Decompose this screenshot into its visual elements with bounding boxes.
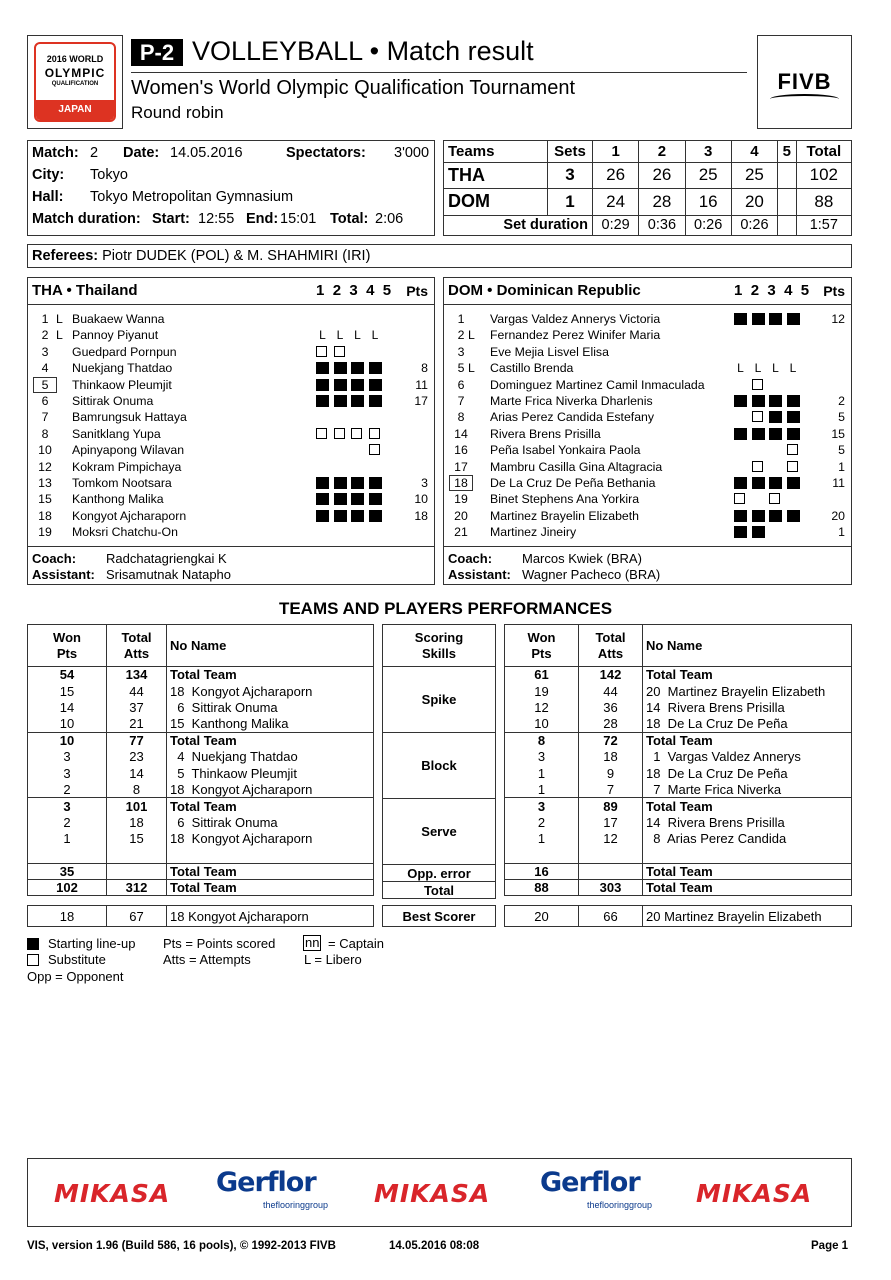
player-number: 18 [38, 508, 52, 523]
player-name: Tomkom Nootsara [72, 476, 172, 490]
player-name: Martinez Brayelin Elizabeth [490, 508, 639, 523]
player-row [28, 360, 434, 376]
player-number: 1 [41, 312, 49, 326]
player-row [444, 426, 851, 442]
tournament-logo: 2016 WORLD OLYMPIC QUALIFICATION JAPAN [27, 35, 123, 129]
perf-row: 19 44 20 Martinez Brayelin Elizabeth [505, 683, 852, 699]
player-name: Nuekjang Thatdao [72, 361, 173, 376]
libero-mark: L [354, 328, 361, 343]
player-points: 1 [838, 525, 845, 540]
player-points: 11 [415, 377, 428, 392]
match-info: Match: 2 Date: 14.05.2016 Spectators: 3'000 City: Tokyo Hall: Tokyo Metropolitan Gymnasium Match duration: Start: 12:55 End: 15:01 Total: 2:06 [27, 140, 435, 236]
substitute-mark [752, 379, 763, 390]
player-row [444, 442, 851, 458]
sets-header: 1 2 3 4 5 [316, 282, 392, 299]
player-row [444, 360, 851, 376]
player-row [444, 524, 851, 540]
starting-lineup-mark [369, 477, 382, 489]
best-scorer-away: 20 66 20 Martinez Brayelin Elizabeth [504, 905, 852, 927]
player-name: Kongyot Ajcharaporn [72, 508, 187, 523]
best-scorer-home: 18 67 18 Kongyot Ajcharaporn [27, 905, 374, 927]
starting-lineup-mark [316, 362, 329, 374]
starting-lineup-mark [752, 526, 765, 538]
player-name: Apinyapong Wilavan [72, 443, 185, 458]
player-points: 12 [831, 312, 845, 326]
gerflor-logo: Gerflor [216, 1167, 316, 1198]
player-name: Rivera Brens Prisilla [490, 426, 601, 441]
substitute-mark [316, 346, 327, 357]
perf-row: 8 72 Total Team [505, 732, 852, 748]
player-name: Peña Isabel Yonkaira Paola [490, 443, 641, 458]
player-number: 6 [457, 377, 465, 392]
mikasa-logo: MIKASA [54, 1179, 171, 1208]
player-number: 8 [457, 410, 465, 425]
mikasa-logo: MIKASA [374, 1179, 491, 1208]
player-number: 8 [41, 426, 49, 441]
starting-lineup-mark [369, 362, 382, 374]
perf-row: 102 312 Total Team [28, 880, 374, 896]
player-name: Sittirak Onuma [72, 394, 154, 408]
starting-lineup-mark [316, 510, 329, 522]
player-name: Kokram Pimpichaya [72, 459, 182, 474]
perf-row: 3 89 Total Team [505, 798, 852, 814]
starting-lineup-mark [369, 395, 382, 407]
perf-row: 10 28 18 De La Cruz De Peña [505, 716, 852, 732]
player-row [444, 327, 851, 343]
perf-row: 15 44 18 Kongyot Ajcharaporn [28, 683, 374, 699]
player-number: 7 [457, 394, 465, 408]
player-row [28, 442, 434, 458]
round-name: Round robin [131, 103, 224, 122]
starting-lineup-mark [369, 510, 382, 522]
libero-flag: L [56, 328, 63, 343]
score-row-home: THA 3 26 26 25 25 102 [444, 162, 852, 188]
substitute-mark [787, 461, 798, 472]
libero-mark: L [772, 361, 779, 376]
perf-home: Won Pts Total Atts No Name 54 134 Total Team 15 44 18 Kongyot Ajcharaporn 14 37 6 Sittirak Onuma 10 21 15 Kanthong Malika 10 77 Total Team 3 23 4 Nuekjang Thatdao 3 14 5 Thinkaow Pleumjit 2 8 18 Kongyot Ajcharaporn 3 101 Total Team 2 18 6 Sittirak Onuma 1 15 18 Kongyot Ajcharaporn 35 Total Team 102 312 Total Team [27, 624, 374, 896]
libero-flag: L [468, 361, 475, 376]
mikasa-logo: MIKASA [696, 1179, 813, 1208]
starting-lineup-mark [316, 493, 329, 505]
player-number: 16 [454, 443, 468, 458]
player-points: 10 [414, 492, 428, 507]
substitute-mark [734, 493, 745, 504]
starting-lineup-mark [351, 395, 364, 407]
player-row [28, 491, 434, 507]
starting-lineup-mark [334, 510, 347, 522]
perf-row: 14 37 6 Sittirak Onuma [28, 699, 374, 715]
libero-mark: L [336, 328, 344, 343]
perf-row: 3 14 5 Thinkaow Pleumjit [28, 765, 374, 781]
player-row [444, 393, 851, 409]
starting-lineup-mark [351, 510, 364, 522]
player-name: Castillo Brenda [490, 361, 574, 376]
perf-row: 2 8 18 Kongyot Ajcharaporn [28, 781, 374, 797]
sponsors-banner: MIKASA Gerflor theflooringgroup MIKASA Gerflor theflooringgroup MIKASA [27, 1158, 852, 1227]
fivb-logo: FIVB [757, 35, 852, 129]
player-name: Buakaew Wanna [72, 312, 165, 326]
starting-lineup-mark [316, 395, 329, 407]
player-number: 19 [38, 525, 52, 540]
player-number: 5 [33, 377, 57, 393]
perf-row: 3 101 Total Team [28, 798, 374, 814]
perf-away: Won Pts Total Atts No Name 61 142 Total Team 19 44 20 Martinez Brayelin Elizabeth 12 36 14 Rivera Brens Prisilla 10 28 18 De La Cruz De Peña 8 72 Total Team 3 18 1 Vargas Valdez Annerys 1 9 18 De La Cruz De Peña 1 7 7 Marte Frica Niverka 3 89 Total Team 2 17 14 Rivera Brens Prisilla 1 12 8 Arias Perez Candida 16 Total Team 88 303 Total Team [504, 624, 852, 896]
starting-lineup-mark [734, 477, 747, 489]
libero-flag: L [468, 328, 475, 343]
player-points: 17 [414, 394, 428, 408]
substitute-mark [351, 428, 362, 439]
player-name: Arias Perez Candida Estefany [490, 410, 655, 425]
starting-lineup-mark [787, 313, 800, 325]
player-row [444, 491, 851, 507]
legend: Starting line-up Substitute Opp = Opponent Pts = Points scored Atts = Attempts nn = Captain L = Libero [27, 935, 385, 984]
substitute-mark [334, 428, 345, 439]
player-name: Vargas Valdez Annerys Victoria [490, 312, 661, 326]
starting-lineup-mark [734, 428, 747, 440]
player-row [28, 508, 434, 524]
starting-lineup-mark [787, 395, 800, 407]
libero-mark: L [319, 328, 326, 343]
starting-lineup-mark [734, 510, 747, 522]
document-code: P-2 [131, 39, 183, 66]
starting-lineup-mark [769, 428, 782, 440]
player-points: 2 [838, 394, 845, 408]
player-name: Guedpard Pornpun [72, 344, 177, 359]
player-number: 6 [41, 394, 49, 408]
starting-lineup-mark [334, 362, 347, 374]
substitute-mark [369, 428, 380, 439]
player-name: Dominguez Martinez Camil Inmaculada [490, 377, 705, 392]
starting-lineup-mark [351, 362, 364, 374]
player-number: 3 [41, 344, 49, 359]
perf-row: 12 36 14 Rivera Brens Prisilla [505, 699, 852, 715]
set-duration-row: Set duration 0:29 0:36 0:26 0:26 1:57 [444, 215, 852, 235]
perf-row: 61 142 Total Team [505, 667, 852, 683]
player-name: Thinkaow Pleumjit [72, 377, 172, 392]
roster-away-title: DOM • Dominican Republic [444, 278, 851, 305]
player-points: 5 [838, 410, 845, 425]
player-number: 3 [457, 344, 465, 359]
starting-lineup-mark [351, 477, 364, 489]
player-row [28, 409, 434, 425]
player-row [28, 377, 434, 393]
sets-header: 1 2 3 4 5 [734, 282, 810, 299]
referees: Referees: Piotr DUDEK (POL) & M. SHAHMIRI (IRI) [27, 244, 852, 268]
starting-lineup-mark [769, 313, 782, 325]
starting-lineup-mark [734, 526, 747, 538]
libero-flag: L [56, 312, 63, 326]
starting-lineup-mark [334, 493, 347, 505]
perf-row: 35 Total Team [28, 863, 374, 879]
starting-lineup-mark [752, 313, 765, 325]
player-number: 20 [454, 508, 468, 523]
perf-row: 1 7 7 Marte Frica Niverka [505, 781, 852, 797]
starting-lineup-mark [752, 510, 765, 522]
perf-row: 3 18 1 Vargas Valdez Annerys [505, 748, 852, 764]
substitute-mark [369, 444, 380, 455]
footer-date: 14.05.2016 08:08 [389, 1240, 480, 1252]
starting-lineup-mark [734, 313, 747, 325]
starting-lineup-mark [734, 395, 747, 407]
starting-lineup-mark [769, 411, 782, 423]
starting-lineup-mark [787, 510, 800, 522]
player-row [444, 344, 851, 360]
player-name: Kanthong Malika [72, 492, 164, 507]
starting-lineup-mark [316, 379, 329, 391]
player-name: Fernandez Perez Winifer Maria [490, 328, 661, 343]
player-name: Martinez Jineiry [490, 525, 577, 540]
player-row [28, 327, 434, 343]
perf-row: 1 12 8 Arias Perez Candida [505, 830, 852, 846]
starting-lineup-mark [334, 379, 347, 391]
player-number: 21 [454, 525, 468, 540]
perf-row: 10 77 Total Team [28, 732, 374, 748]
starting-lineup-mark [752, 395, 765, 407]
player-row [444, 508, 851, 524]
player-name: De La Cruz De Peña Bethania [490, 476, 656, 490]
page-title: VOLLEYBALL • Match result [192, 36, 534, 66]
roster-home-title: THA • Thailand [28, 278, 434, 305]
starting-lineup-mark [787, 411, 800, 423]
performance-title: TEAMS AND PLAYERS PERFORMANCES [278, 599, 613, 618]
player-number: 5 [457, 361, 465, 376]
player-name: Eve Mejia Lisvel Elisa [490, 344, 609, 359]
player-number: 4 [41, 361, 49, 376]
roster-away: DOM • Dominican Republic 1 2 3 4 5 Pts 1 Vargas Valdez Annerys Victoria 12 2 L Fernandez Perez Winifer Maria 3 Eve Mejia Lisvel Elisa 5 L Castillo Brenda L L L L 6 Dominguez Martinez Camil Inmaculada 7 Marte Frica Niverka Dharlenis 2 8 Arias Perez Candida Estefany 5 14 Rivera Brens Prisilla 15 16 Peña Isabel Yonkaira Paola 5 17 Mambru Casilla Gina Altagracia 1 18 De La Cruz De Peña Bethania 11 19 Binet Stephens Ana Yorkira 20 Martinez Brayelin Elizabeth 20 21 Martinez Jineiry 1 Coach: Marcos Kwiek (BRA) Assistant: Wagner Pacheco (BRA) [443, 277, 852, 585]
player-points: 20 [831, 508, 845, 523]
player-number: 13 [38, 476, 52, 490]
starting-lineup-mark [369, 493, 382, 505]
player-points: 3 [421, 476, 428, 490]
starting-lineup-mark [316, 477, 329, 489]
player-name: Pannoy Piyanut [72, 328, 159, 343]
footer-page: Page 1 [811, 1240, 849, 1252]
player-row [444, 459, 851, 475]
player-row [28, 393, 434, 409]
starting-lineup-mark [351, 379, 364, 391]
player-points: 5 [838, 443, 845, 458]
starting-lineup-mark [369, 379, 382, 391]
player-number: 2 [41, 328, 49, 343]
substitute-mark [334, 346, 345, 357]
player-number: 17 [454, 459, 468, 474]
starting-lineup-mark [787, 428, 800, 440]
roster-home: THA • Thailand 1 2 3 4 5 Pts 1 L Buakaew Wanna 2 L Pannoy Piyanut L L L L 3 Guedpard Pornpun 4 Nuekjang Thatdao 8 5 Thinkaow Pleumjit 11 6 Sittirak Onuma 17 7 Bamrungsuk Hattaya 8 Sanitklang Yupa 10 Apinyapong Wilavan 12 Kokram Pimpichaya 13 Tomkom Nootsara 3 15 Kanthong Malika 10 18 Kongyot Ajcharaporn 18 19 Moksri Chatchu-On Coach: Radchatagriengkai K Assistant: Srisamutnak Natapho [27, 277, 435, 585]
substitute-mark [752, 411, 763, 422]
scoring-skills: Scoring Skills Spike Block Serve Opp. error Total [382, 624, 496, 899]
player-number: 12 [38, 459, 52, 474]
player-row [28, 475, 434, 491]
player-row [28, 426, 434, 442]
player-name: Mambru Casilla Gina Altagracia [490, 459, 663, 474]
player-row [444, 311, 851, 327]
coach-away: Coach: Marcos Kwiek (BRA) Assistant: Wagner Pacheco (BRA) [444, 546, 851, 584]
starting-lineup-mark [769, 477, 782, 489]
perf-row: 1 15 18 Kongyot Ajcharaporn [28, 830, 374, 846]
player-name: Binet Stephens Ana Yorkira [490, 492, 640, 507]
score-row-away: DOM 1 24 28 16 20 88 [444, 189, 852, 215]
coach-home: Coach: Radchatagriengkai K Assistant: Srisamutnak Natapho [28, 546, 434, 584]
footer-version: VIS, version 1.96 (Build 586, 16 pools), © 1992-2013 FIVB [27, 1240, 336, 1252]
score-table: Teams Sets 1 2 3 4 5 Total THA 3 26 26 25 25 102 DOM 1 24 28 16 20 88 Set duration 0:29 0:36 0:26 0:26 1:57 [443, 140, 852, 236]
perf-row: 54 134 Total Team [28, 667, 374, 683]
libero-mark: L [371, 328, 379, 343]
perf-row: 10 21 15 Kanthong Malika [28, 716, 374, 732]
starting-icon [27, 938, 39, 950]
player-points: 15 [831, 426, 845, 441]
player-row [28, 459, 434, 475]
player-points: 18 [414, 508, 428, 523]
player-row [444, 377, 851, 393]
starting-lineup-mark [351, 493, 364, 505]
gerflor-logo: Gerflor [540, 1167, 640, 1198]
perf-row [28, 847, 374, 863]
player-number: 10 [38, 443, 52, 458]
player-name: Bamrungsuk Hattaya [72, 410, 187, 425]
player-number: 7 [41, 410, 49, 425]
best-scorer-label: Best Scorer [382, 905, 496, 927]
substitute-mark [752, 461, 763, 472]
player-number: 2 [457, 328, 465, 343]
captain-box: nn [305, 935, 320, 950]
player-name: Marte Frica Niverka Dharlenis [490, 394, 653, 408]
player-row [28, 344, 434, 360]
perf-row: 1 9 18 De La Cruz De Peña [505, 765, 852, 781]
player-row [28, 524, 434, 540]
substitute-mark [787, 444, 798, 455]
perf-row: 16 Total Team [505, 863, 852, 879]
starting-lineup-mark [752, 477, 765, 489]
perf-row: 3 23 4 Nuekjang Thatdao [28, 748, 374, 764]
player-number: 14 [454, 426, 468, 441]
tournament-name: Women's World Olympic Qualification Tournament [131, 77, 575, 99]
player-row [444, 475, 851, 491]
title-divider [131, 72, 747, 73]
player-number: 15 [38, 492, 52, 507]
player-points: 11 [832, 476, 845, 490]
player-points: 8 [421, 361, 428, 376]
substitute-mark [769, 493, 780, 504]
libero-mark: L [737, 361, 744, 376]
starting-lineup-mark [334, 395, 347, 407]
starting-lineup-mark [334, 477, 347, 489]
starting-lineup-mark [752, 428, 765, 440]
perf-row [505, 847, 852, 863]
player-number: 18 [449, 475, 473, 491]
starting-lineup-mark [787, 477, 800, 489]
starting-lineup-mark [769, 395, 782, 407]
player-number: 1 [457, 312, 465, 326]
player-row [28, 311, 434, 327]
substitute-mark [316, 428, 327, 439]
starting-lineup-mark [769, 510, 782, 522]
player-row [444, 409, 851, 425]
perf-row: 2 17 14 Rivera Brens Prisilla [505, 814, 852, 830]
player-points: 1 [838, 459, 845, 474]
player-number: 19 [454, 492, 468, 507]
substitute-icon [27, 954, 39, 966]
perf-row: 2 18 6 Sittirak Onuma [28, 814, 374, 830]
libero-mark: L [754, 361, 762, 376]
player-name: Moksri Chatchu-On [72, 525, 178, 540]
libero-mark: L [789, 361, 797, 376]
perf-row: 88 303 Total Team [505, 880, 852, 896]
player-name: Sanitklang Yupa [72, 426, 161, 441]
